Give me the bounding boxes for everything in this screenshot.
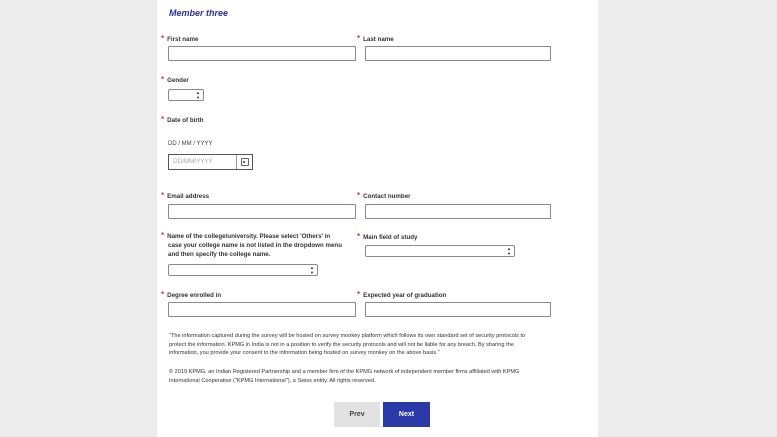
required-mark: * [161,231,165,240]
first-name-label: * First name [161,34,199,43]
dob-format-hint: DD / MM / YYYY [168,141,213,147]
required-mark: * [357,290,361,299]
required-mark: * [161,75,165,84]
gender-label: * Gender [161,75,189,84]
degree-input[interactable] [168,302,356,317]
email-input[interactable] [168,204,356,219]
field-of-study-select[interactable] [365,245,515,257]
up-down-arrows-icon: ▲ ▼ [196,90,200,100]
copyright-text: © 2019 KPMG, an Indian Registered Partnership and a member firm of the KPMG network of independent member firms affiliated with KPMG International Cooperative ("KPMG International"), a Swiss entity. All rights reserved. [169,369,520,384]
field-of-study-label: * Main field of study [357,232,418,241]
college-label: * Name of the college/university. Please select 'Others' in case your college name is not listed in the dropdown menu and then specify the college name. [161,231,342,258]
required-mark: * [161,191,165,200]
dob-input[interactable] [168,154,253,170]
required-mark: * [161,34,165,43]
graduation-year-input[interactable] [365,302,551,317]
college-select[interactable] [168,264,318,276]
contact-label: * Contact number [357,191,411,200]
required-mark: * [161,115,165,124]
section-title: Member three [169,8,229,18]
dob-placeholder: DD/MM/YYYY [173,158,213,165]
required-mark: * [357,191,361,200]
graduation-year-label: * Expected year of graduation [357,290,447,299]
prev-button[interactable]: Prev [334,402,380,427]
contact-input[interactable] [365,204,551,219]
required-mark: * [161,290,165,299]
first-name-input[interactable] [168,46,356,61]
dob-label: * Date of birth [161,115,204,124]
disclaimer-text: "The information captured during the survey will be hosted on survey monkey platform which follows its own standard set of security protocols to protect the information. KPMG in India is not in a position to verify the security protocols and will not be liable for any breach. By sharing the information, you provide your consent to the information being hosted on survey monkey on the above basis." [169,333,526,356]
required-mark: * [357,232,361,241]
degree-label: * Degree enrolled in [161,290,222,299]
required-mark: * [357,34,361,43]
gender-select[interactable] [168,89,204,101]
next-button[interactable]: Next [383,402,430,427]
dob-divider [236,155,237,169]
last-name-input[interactable] [365,46,551,61]
email-label: * Email address [161,191,210,200]
calendar-icon[interactable] [241,158,249,166]
up-down-arrows-icon: ▲ ▼ [507,246,511,256]
up-down-arrows-icon: ▲ ▼ [310,265,314,275]
last-name-label: * Last name [357,34,394,43]
